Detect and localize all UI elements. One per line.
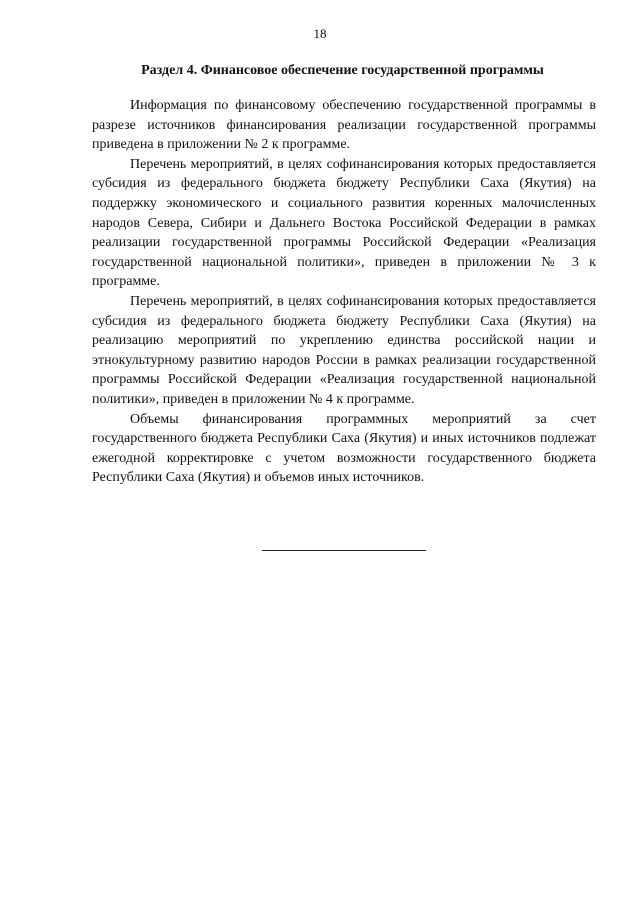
paragraph-funding-info: Информация по финансовому обеспечению государственной программы в разрезе источников финансирования реализации государственной программы приведена в приложении № 2 к программе. bbox=[92, 98, 596, 153]
paragraph-funding-volumes: Объемы финансирования программных мероприятий за счет государственного бюджета Республики Саха (Якутия) и иных источников подлежат ежегодной корректировке с учетом возможности государственного бюджета Республики Саха (Якутия) и объемов иных источников. bbox=[92, 411, 596, 486]
paragraph-unity-subsidy: Перечень мероприятий, в целях софинансирования которых предоставляется субсидия из федерального бюджета бюджету Республики Саха (Якутия) на реализацию мероприятий по укреплению единства российской нации и этнокультурному развитию народов России в рамках реализации государственной программы Российской Федерации «Реализация государственной национальной политики», приведен в приложении № 4 к программе. bbox=[92, 293, 596, 407]
end-divider bbox=[262, 550, 426, 551]
section-body bbox=[92, 96, 596, 488]
section-title: Раздел 4. Финансовое обеспечение государственной программы bbox=[141, 63, 544, 78]
page-number: 18 bbox=[313, 26, 327, 41]
paragraph-indigenous-subsidy: Перечень мероприятий, в целях софинансирования которых предоставляется субсидия из федерального бюджета бюджету Республики Саха (Якутия) на поддержку экономического и социального развития коренных малочисленных народов Севера, Сибири и Дальнего Востока Российской Федерации в рамках реализации государственной программы Российской Федерации «Реализация государственной национальной политики», приведен в приложении № 3 к программе. bbox=[92, 156, 596, 290]
